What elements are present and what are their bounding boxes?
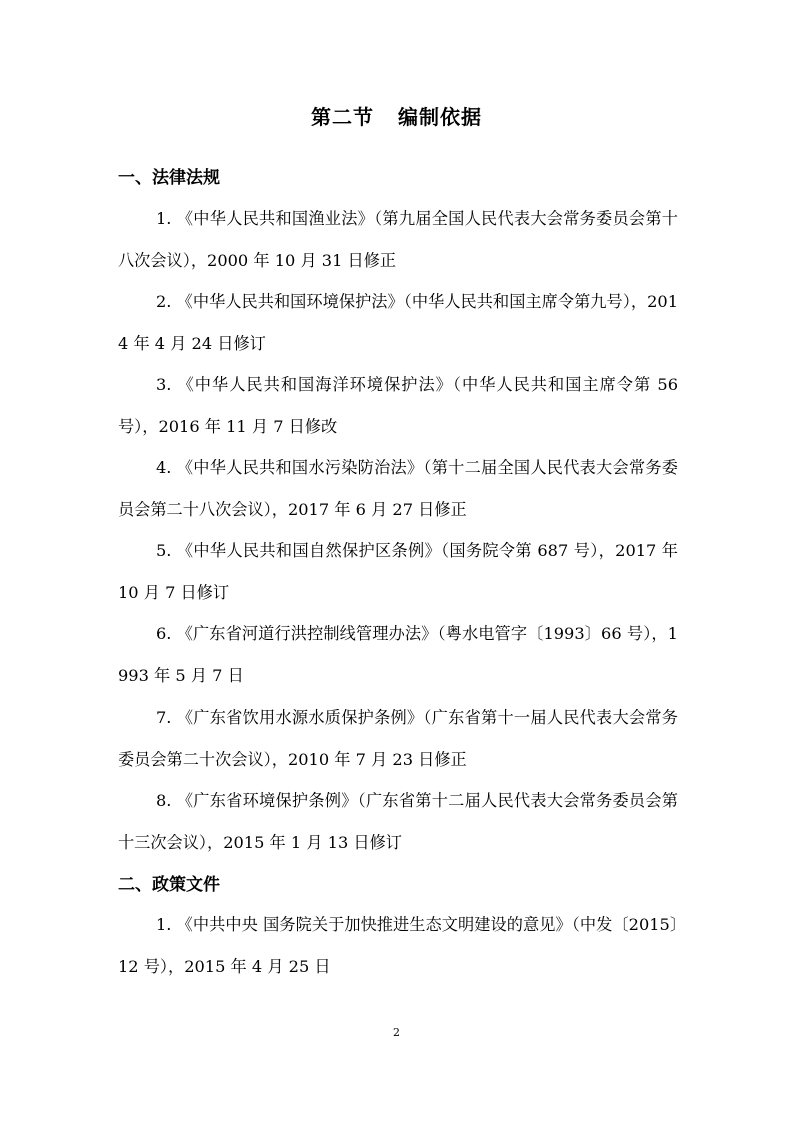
- law-item-2: 2. 《中华人民共和国环境保护法》（中华人民共和国主席令第九号），2014 年 4 月 24 日修订: [118, 292, 678, 353]
- section-number: 第二节: [311, 105, 374, 129]
- law-item-5: 5. 《中华人民共和国自然保护区条例》（国务院令第 687 号），2017 年 10 月 7 日修订: [118, 541, 678, 602]
- law-item-4: 4. 《中华人民共和国水污染防治法》（第十二届全国人民代表大会常务委员会第二十八次会议），2017 年 6 月 27 日修正: [118, 458, 678, 519]
- section-title-text: 编制依据: [398, 105, 482, 129]
- law-item-1: 1. 《中华人民共和国渔业法》（第九届全国人民代表大会常务委员会第十八次会议），2000 年 10 月 31 日修正: [118, 209, 678, 270]
- heading-policies: 二、政策文件: [118, 875, 220, 895]
- law-item-8: 8. 《广东省环境保护条例》（广东省第十二届人民代表大会常务委员会第十三次会议），2015 年 1 月 13 日修订: [118, 791, 678, 852]
- law-item-7: 7. 《广东省饮用水源水质保护条例》（广东省第十一届人民代表大会常务委员会第二十次会议），2010 年 7 月 23 日修正: [118, 708, 678, 769]
- page-number: 2: [393, 1026, 400, 1039]
- law-item-3: 3. 《中华人民共和国海洋环境保护法》（中华人民共和国主席令第 56 号），2016 年 11 月 7 日修改: [118, 375, 678, 436]
- policy-item-1: 1. 《中共中央 国务院关于加快推进生态文明建设的意见》（中发〔2015〕12 号），2015 年 4 月 25 日: [118, 915, 678, 976]
- law-item-6: 6. 《广东省河道行洪控制线管理办法》（粤水电管字〔1993〕66 号），1993 年 5 月 7 日: [118, 624, 678, 685]
- heading-laws: 一、法律法规: [118, 168, 220, 188]
- section-title: [0, 102, 793, 132]
